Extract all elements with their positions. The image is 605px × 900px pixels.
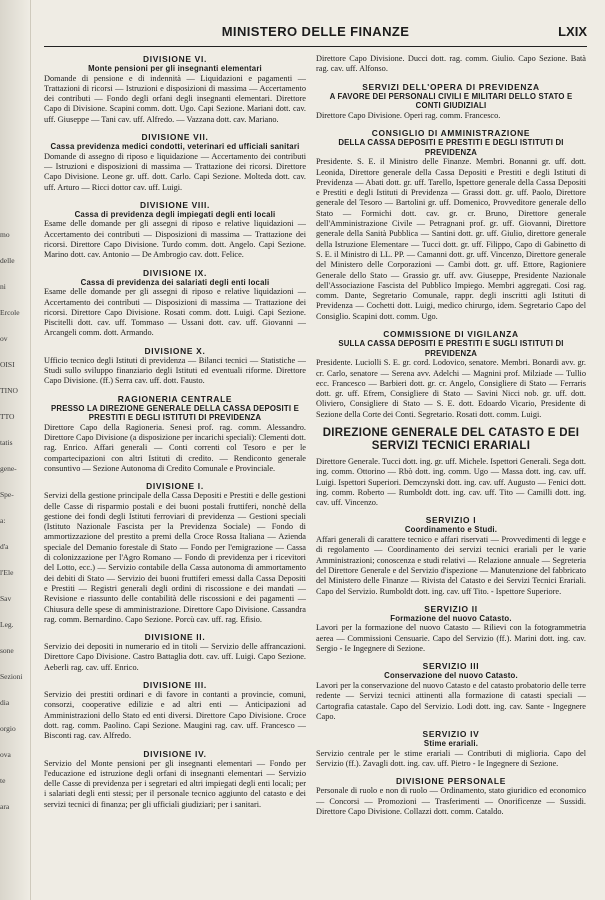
- section-subtitle: Stime erariali.: [423, 739, 479, 749]
- margin-fragment: delle: [0, 256, 15, 265]
- section-subtitle: Conservazione del nuovo Catasto.: [384, 671, 518, 681]
- section-subtitle: PRESSO LA DIREZIONE GENERALE DELLA CASSA DEPOSITI E PRESTITI E DEGLI ISTITUTI DI PREVIDENZA: [50, 403, 300, 423]
- margin-fragment: d'a: [0, 542, 9, 551]
- header-rule: [44, 46, 587, 47]
- margin-fragment: Sav: [0, 594, 12, 603]
- section-heading: DIVISIONE VII.: [141, 132, 209, 143]
- section: [44, 632, 306, 673]
- margin-fragment: tatis: [0, 438, 13, 447]
- section-subtitle: Monte pensioni per gli insegnanti elementari: [88, 64, 262, 73]
- section-body: Direttore Capo della Ragioneria. Senesi prof. rag. comm. Alessandro. Direttore Capo Divisione (a disposizione per incarichi speciali): Clementi dott. rag. Enrico. Affari generali — Conti correnti col Tesoro e per le compartecipazioni con altri Istituti di credito. — Rendiconto generale consuntivo — Sezione Autonoma di Credito Comunale e Provinciale.: [44, 422, 306, 473]
- section-heading: SERVIZIO III: [422, 661, 480, 672]
- margin-fragment: Sezioni: [0, 672, 23, 681]
- margin-fragment: a:: [0, 516, 6, 525]
- section: [316, 427, 586, 508]
- right-column: [316, 54, 586, 888]
- section-heading: SERVIZI DELL'OPERA DI PREVIDENZA: [362, 81, 540, 92]
- section: [316, 329, 586, 420]
- section: [44, 394, 306, 475]
- margin-fragment: TINO: [0, 386, 18, 395]
- section-body: Esame delle domande per gli assegni di riposo e relative liquidazioni — Accertamento dei contributi — Disposizioni di massima — Trattazione dei ricorsi. Direttore Capo Divisione. Turdo comm. dott. Angelo. Capi Sezione. Marino dott. cav. Antonio — De Ambrogio cav. dott. Felice.: [44, 219, 306, 260]
- section-body: Lavori per la formazione del nuovo Catasto — Rilievi con la fotogrammetria aerea — Commissioni Censuarie. Capo del Servizio (ff.). Marini dott. ing. cav. Sergio - Ie Ingegnere di Sezione.: [316, 623, 586, 654]
- section-subtitle: SULLA CASSA DEPOSITI E PRESTITI E SUGLI ISTITUTI DI PREVIDENZA: [338, 339, 564, 358]
- section-subtitle: Formazione del nuovo Catasto.: [390, 613, 512, 623]
- left-column: [44, 54, 306, 888]
- section-body: Servizio dei depositi in numerario ed in titoli — Servizio delle affrancazioni. Direttore Capo Divisione. Castro Battaglia dott. cav. uff. Luigi. Capo Sezione. Aeberli rag. cav. uff. Enrico.: [44, 642, 306, 672]
- section-body: Servizio dei prestiti ordinari e di favore in contanti a provincie, comuni, consorzi, cooperative edilizie e ad altri enti — Anticipazioni ad Amministrazioni dello Stato ed enti diversi. Direttore Capo Divisione. Croce dott. rag. comm. Paolino. Capi Sezione. Maugini rag. cav. uff. Francesco — Bisconti rag. cav. Alfredo.: [44, 690, 306, 741]
- section: [316, 515, 586, 596]
- margin-fragment: ni: [0, 282, 6, 291]
- section-heading: DIVISIONE VI.: [142, 54, 208, 64]
- section-heading: COMMISSIONE DI VIGILANZA: [383, 329, 519, 340]
- section-body: Esame delle domande per gli assegni di riposo e relative liquidazioni — Accertamento dei contributi — Disposizioni di massima — Trattazione dei ricorsi. Direttore Capo Divisione. Rosati comm. dott. Luigi. Capi Sezione. Piscitelli dott. cav. uff. Tommaso — Ussani dott. cav. uff. Giovanni — Arcangeli comm. dott. Armando.: [44, 287, 306, 338]
- margin-fragment: sone: [0, 646, 14, 655]
- section: [44, 680, 306, 741]
- page-number: LXIX: [558, 24, 587, 39]
- margin-fragment: TTO: [0, 412, 15, 421]
- margin-fragment: OISI: [0, 360, 15, 369]
- margin-fragment: Leg.: [0, 620, 14, 629]
- margin-fragment: gene-: [0, 464, 17, 473]
- section: [44, 481, 306, 625]
- section-subtitle: Cassa di previdenza degli impiegati degli enti locali: [74, 209, 276, 219]
- section-body: Presidente. Luciolli S. E. gr. cord. Lodovico, senatore. Membri. Bonardi avv. gr. cr. Carlo, senatore — Serena avv. Adelchi — Magnini prof. Milziade — Tullio ecc. Francesco — Barbieri dott. gr. cr. Angelo, Consigliere di Stato — Ferraris dott. gr. uff. Efrem, Consigliere di Stato — Savini Nicci nob. gr. uff. dott. Oliviero, Consigliere di Stato — S. E. dott. Edoardo Vicario, Presidente di Sezione della Corte dei Conti. Segretario. Rosati dott. comm. Luigi.: [316, 358, 586, 419]
- section-body: Ufficio tecnico degli Istituti di previdenza — Bilanci tecnici — Statistiche — Studi sullo sviluppo finanziario degli Istituti ed eventuali riforme. Direttore Capo Divisione. (ff.) Serra cav. uff. dott. Fausto.: [44, 355, 306, 386]
- continued-text: Direttore Capo Divisione. Ducci dott. rag. comm. Giulio. Capo Sezione. Batà rag. cav. uff. Alfonso.: [316, 54, 586, 74]
- section: [316, 604, 586, 654]
- section-body: Presidente. S. E. il Ministro delle Finanze. Membri. Bonanni gr. uff. dott. Leonida, Direttore generale della Cassa Depositi e Prestiti e degli Istituti di Previdenza — Abati dott. gr. uff. Tarello, Ispettore generale della Cassa Depositi e Prestiti e degli Istituti di Previdenza — Grassi dott. gr. uff. Paolo, Direttore generale del Tesoro — Bartolini gr. uff. Domenico, Provveditore generale dello Stato — Formichi dott. cav. gr. cr. Bruno, Direttore generale dell'Amministrazione Civile — Petragnani prof. gr. uff. Giovanni, Direttore generale della Sanità Pubblica — Santini dott. gr. uff. Giulio, direttore generale della Istruzione Elementare — Tucci dott. gr. uff. Filippo, Capo di Gabinetto di S. E. il Ministro di LL. PP. — Camanni dott. gr. uff. Vincenzo, Direttore generale del Ministero delle Corporazioni — Cambi dott. gr. uff. Ettore, Ragioniere Generale dello Stato — Grassio gr. uff. avv. Giuseppe, Presidente Nazionale dell'Associazione Fascista del Pubblico Impiego. Membri aggregati. Cosi rag. comm. Dante, Segretario Comunale, rappr. degli inscritti agli Istituti di Previdenza — Cochetti dott. Luigi, medico chirurgo, idem. Segretario Capo del Consiglio. Scapini dott. comm. Ugo.: [316, 157, 586, 321]
- margin-fragment: Spe-: [0, 490, 14, 499]
- section-heading: CONSIGLIO DI AMMINISTRAZIONE: [371, 128, 531, 139]
- section: [44, 346, 306, 387]
- section-subtitle: Cassa previdenza medici condotti, veterinari ed ufficiali sanitari: [50, 142, 300, 152]
- margin-fragment: l'Ele: [0, 568, 14, 577]
- section-heading: DIVISIONE III.: [143, 680, 207, 691]
- margin-fragment: Ercole: [0, 308, 20, 317]
- section: [44, 268, 306, 339]
- section-body: Servizio del Monte pensioni per gli insegnanti elementari — Fondo per l'educazione ed istruzione degli orfani di insegnanti elementari — Servizio delle Casse di previdenza per i segretari ed altri impiegati degli enti locali; per i salariati degli enti stessi; per il personale tecnico aggiunto del catasto e dei servizi tecnici di finanza; per gli ufficiali giudiziari; per i sanitari.: [44, 758, 306, 809]
- section-heading: DIVISIONE I.: [146, 481, 204, 492]
- section-body: Affari generali di carattere tecnico e affari riservati — Provvedimenti di legge e di regolamento — Coordinamento dei servizi tecnici erariali per le varie Amministrazioni; conoscenza e studi relativi — Relazione annuale — Segreteria del Direttore Generale e del Servizio d'ispezione — Manutenzione del fabbricato del Ministero delle Finanze — Rivista del Catasto e dei Servizi Tecnici Erariali. Capo del Servizio. Rumboldt dott. ing. cav. uff Tito. - Ispettore Superiore.: [316, 535, 586, 596]
- section: [44, 749, 306, 810]
- section-heading: DIVISIONE PERSONALE: [395, 776, 507, 787]
- margin-fragment: ova: [0, 750, 11, 759]
- margin-fragment: orgio: [0, 724, 16, 733]
- section-heading: DIVISIONE IX.: [142, 267, 208, 278]
- running-header: [44, 24, 587, 44]
- section-body: Domande di assegno di riposo e liquidazione — Accertamento dei contributi — Istruzioni e disposizioni di massima — Trattazione dei ricorsi. Direttore Capo Divisione. Leone gr. uff. dott. Carlo. Capi Sezione. Molteda dott. cav. uff. Arturo — Ricci dottor cav. uff. Luigi.: [44, 151, 306, 192]
- section-body: Servizio centrale per le stime erariali — Contributi di miglioria. Capo del Servizio (ff.). Zavagli dott. ing. cav. uff. Pietro - Ie Ingegnere di Sezione.: [316, 748, 586, 768]
- section-heading: DIVISIONE VIII.: [139, 199, 211, 210]
- section-heading: RAGIONERIA CENTRALE: [117, 393, 233, 404]
- section-heading: SERVIZIO IV: [422, 729, 480, 740]
- section-body: Direttore Capo Divisione. Operi rag. comm. Francesco.: [316, 110, 501, 120]
- section: [316, 82, 586, 121]
- section: [44, 54, 306, 125]
- section-subtitle: A FAVORE DEI PERSONALI CIVILI E MILITARI DELLO STATO E CONTI GIUDIZIALI: [329, 91, 573, 111]
- section-subtitle: DELLA CASSA DEPOSITI E PRESTITI E DEGLI ISTITUTI DI PREVIDENZA: [338, 138, 564, 157]
- margin-fragment: ov: [0, 334, 8, 343]
- section: [44, 132, 306, 193]
- section-body: Direttore Generale. Tucci dott. ing. gr. uff. Michele. Ispettori Generali. Sega dott. ing. comm. Ottorino — Rbò dott. ing. comm. Ugo — Massa dott. ing. cav. uff. Luigi. Ispettori Superiori. Demczynski dott. ing. cav. uff. Augusto — Fenici dott. ing. comm. Roberto — Rumboldt dott. ing. cav. uff. Tito — Camilli dott. ing. cav. uff. Vincenzo.: [316, 456, 586, 508]
- section-subtitle: Coordinamento e Studi.: [404, 525, 498, 535]
- section: [316, 661, 586, 722]
- section-subtitle: Cassa di previdenza dei salariati degli enti locali: [80, 277, 270, 287]
- section-heading: SERVIZIO I: [425, 515, 477, 526]
- margin-fragment: te: [0, 776, 6, 785]
- adjacent-page-edge: [0, 0, 31, 900]
- section-heading: DIVISIONE X.: [144, 345, 206, 356]
- section-body: Servizi della gestione principale della Cassa Depositi e Prestiti e delle gestioni delle Casse di risparmio postali e dei buoni postali fruttiferi, nonchè della gestione dei fondi degli Istituti ferroviari di previdenza — Gestioni speciali (Istituto Nazionale Fascista per la Previdenza Sociale) — Fondo di ammortizzazione del prestito a premi della Croce Rossa Italiana — Azienda speciale del Demanio forestale di Stato — Fondo per l'emigrazione — Cassa di colonizzazione per l'Agro Romano — Fondo di previdenza per i ricevitori del Lotto, ecc.) — Servizio contabile della Cassa autonoma di ammortamento dei debiti di Stato — Servizio dei buoni fruttiferi emessi dalla Cassa Depositi e Prestiti — Registri generali degli ordini di riscossione e dei mandati — Revisione e riassunto delle contabilità delle riscossioni e dei pagamenti — Chiusura delle spese di amministrazione. Direttore Capo Divisione. Cassandra rag. comm. Bernardino. Capo Sezione. Porcù cav. uff. rag. Efisio.: [44, 491, 306, 624]
- section: [44, 200, 306, 261]
- section-heading: DIVISIONE IV.: [143, 748, 207, 759]
- margin-fragment: ara: [0, 802, 10, 811]
- margin-fragment: dia: [0, 698, 10, 707]
- section-body: Domande di pensione e di indennità — Liquidazioni e pagamenti — Trattazioni di ricorsi — Istruzioni e disposizioni di massima — Accertamento dei contributi — Fondo degli orfani degli insegnanti elementari. Direttore Capo di Divisione. Scapini comm. dott. Ugo. Capi Sezione. Mariani dott. cav. uff. Giuseppe — Tani cav. uff. Alfredo. — Vazzana dott. cav. Mariano.: [44, 73, 306, 124]
- margin-fragment: mo: [0, 230, 10, 239]
- page-title: MINISTERO DELLE FINANZE: [221, 24, 410, 39]
- section: [316, 128, 586, 322]
- section-heading: DIVISIONE II.: [144, 632, 206, 643]
- section-body: Lavori per la conservazione del nuovo Catasto e del catasto probatorio delle terre redente — Servizi tecnici attinenti alla formazione di catasti speciali — Cartografia catastale. Capo del Servizio. Lodi dott. ing. cav. Sante - Ingegnere Capo.: [316, 680, 586, 721]
- section-body: Personale di ruolo e non di ruolo — Ordinamento, stato giuridico ed economico — Concorsi — Promozioni — Trasferimenti — Onorificenze — Sussidi. Direttore Capo Divisione. Collazzi dott. comm. Cataldo.: [316, 786, 586, 816]
- main-heading: DIREZIONE GENERALE DEL CATASTO E DEI SERVIZI TECNICI ERARIALI: [322, 426, 580, 452]
- section-heading: SERVIZIO II: [424, 603, 478, 614]
- section: [316, 729, 586, 769]
- section: [316, 776, 586, 817]
